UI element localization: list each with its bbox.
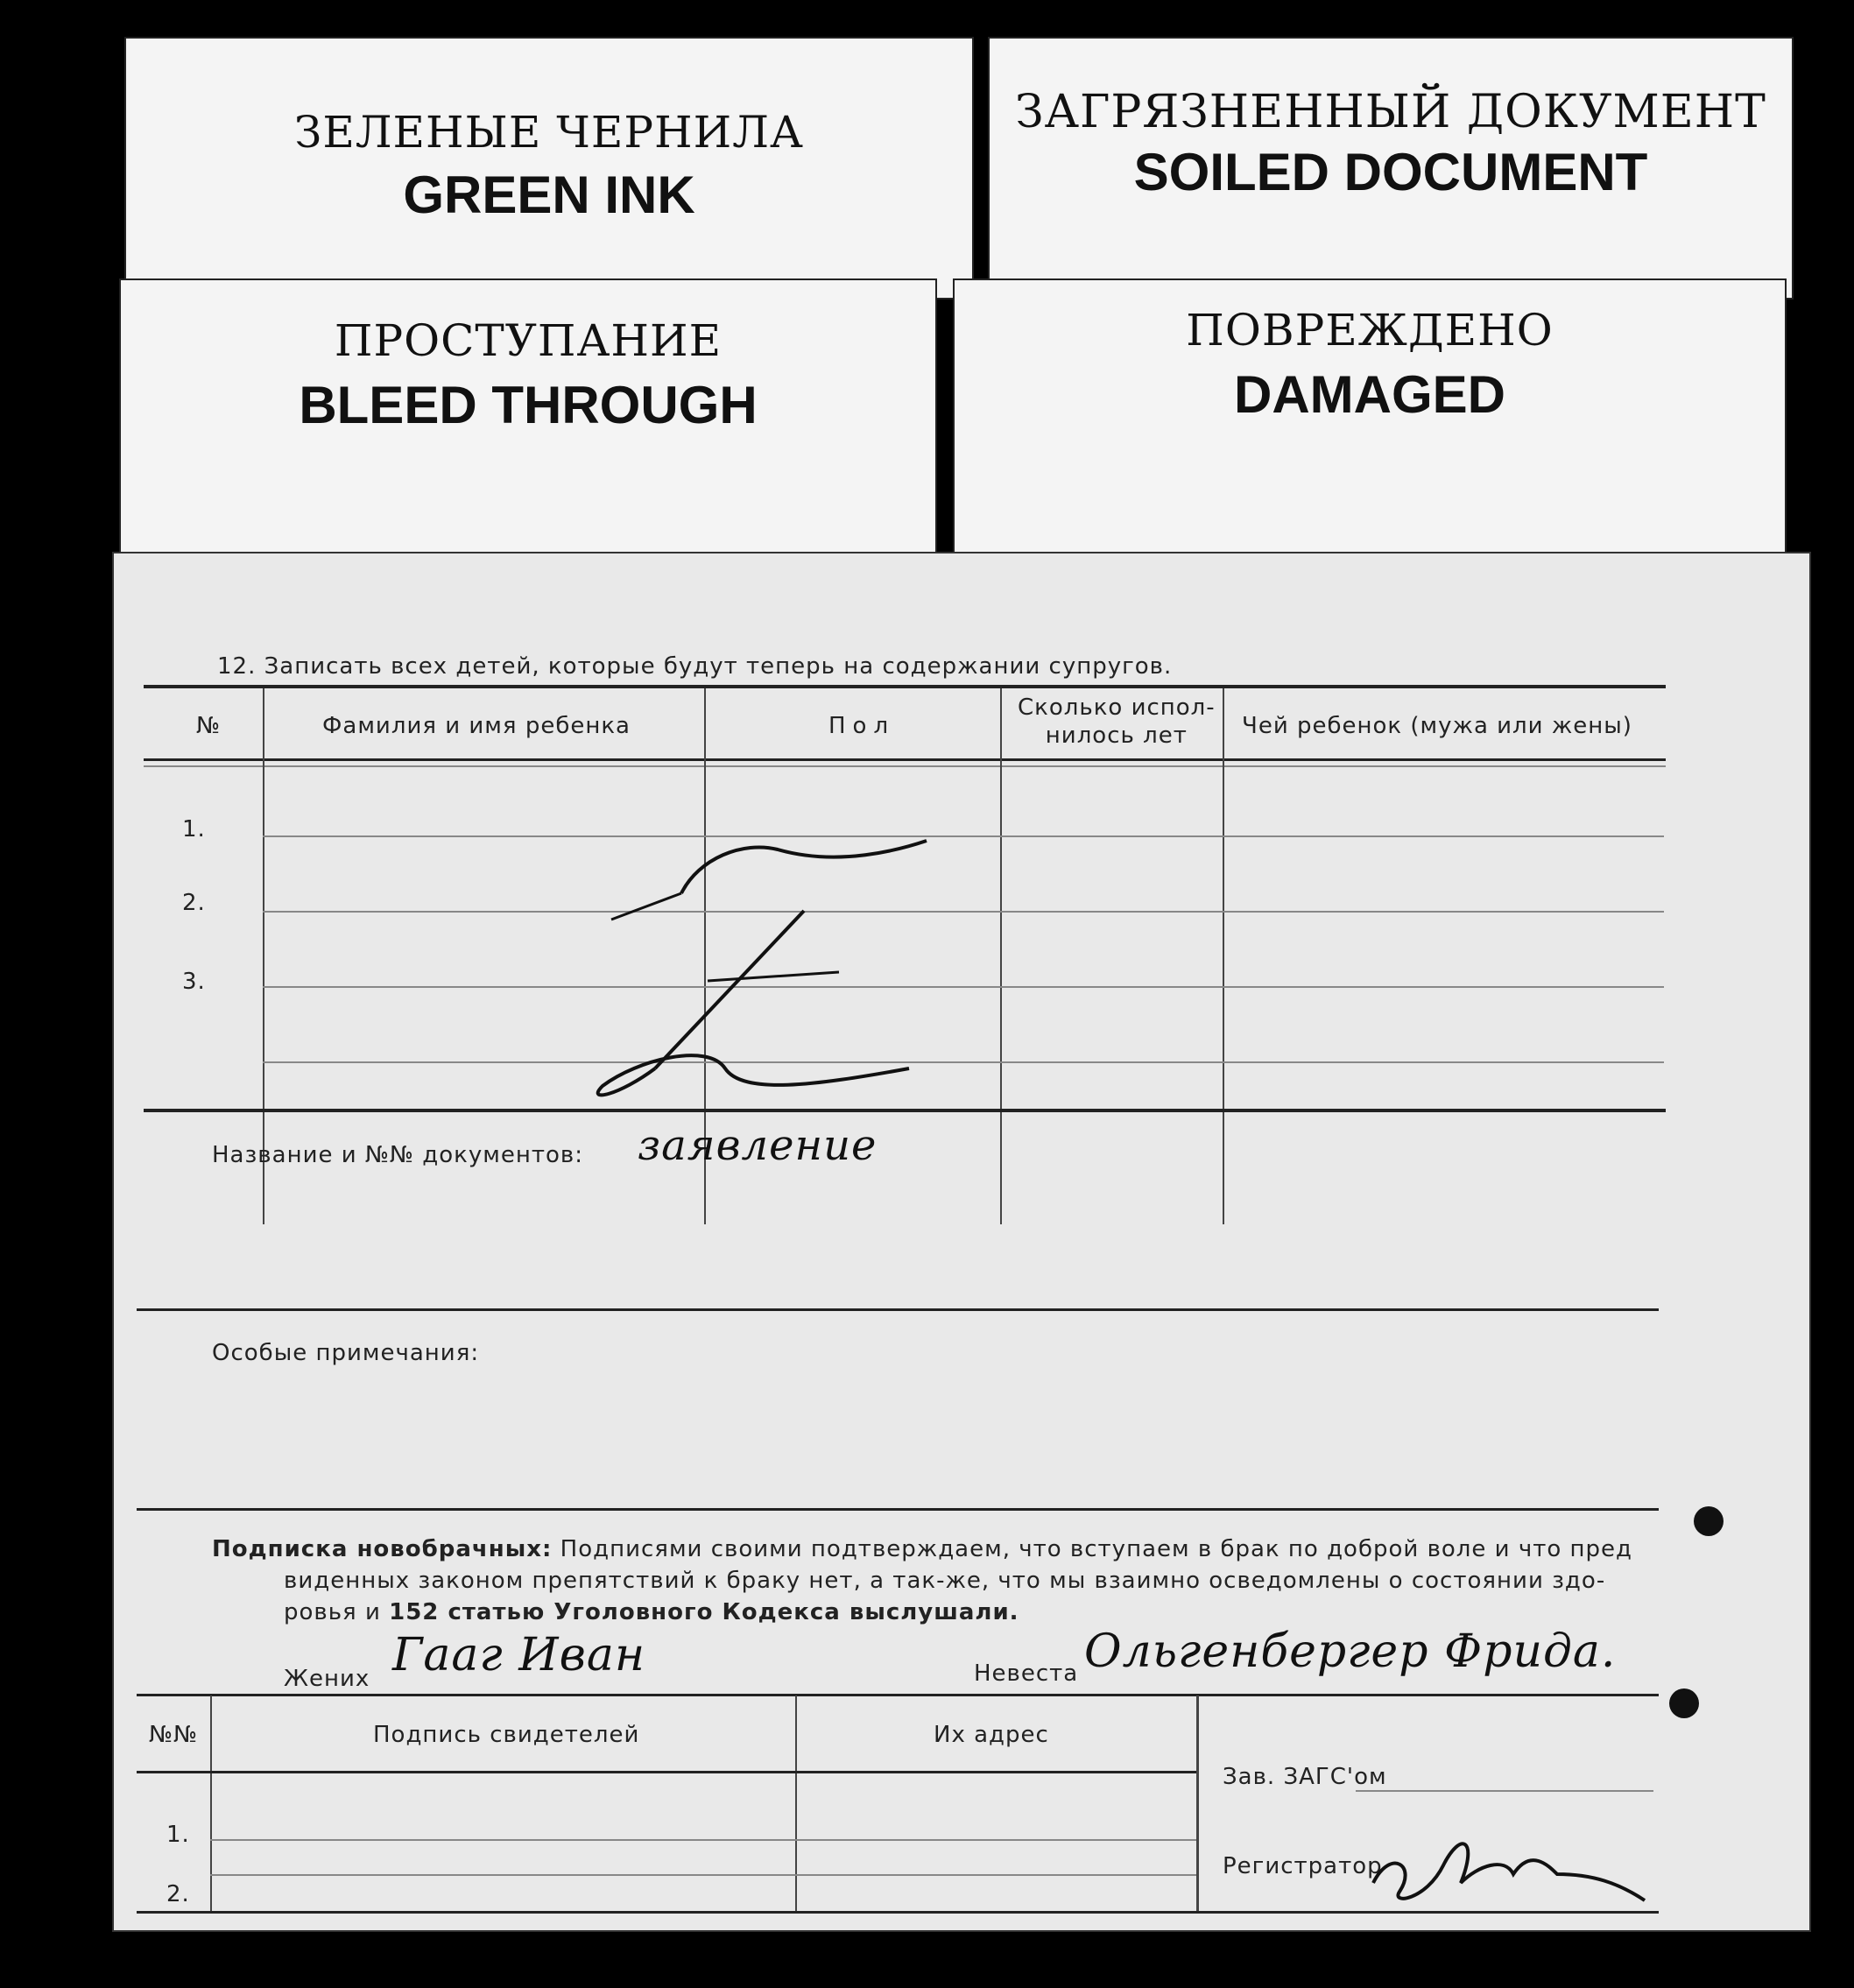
witness-vline-3 bbox=[1196, 1695, 1199, 1913]
soiled-ru: ЗАГРЯЗНЕННЫЙ ДОКУМЕНТ bbox=[1015, 86, 1766, 138]
bleed-through-card bbox=[119, 278, 937, 567]
children-col-sex: Пол bbox=[828, 713, 896, 739]
marriage-record-form bbox=[112, 552, 1811, 1932]
documents-value: заявление bbox=[638, 1121, 878, 1170]
bleed-ru: ПРОСТУПАНИЕ bbox=[334, 315, 723, 366]
children-row-1: 1. bbox=[182, 816, 206, 842]
witness-vline-1 bbox=[210, 1695, 212, 1913]
registrar-signature bbox=[1364, 1813, 1662, 1909]
witness-col-address: Их адрес bbox=[934, 1722, 1049, 1748]
pledge-text-2: виденных законом препятствий к браку нет, а так-же, что мы взаимно осведомлены о состоянии здо- bbox=[284, 1568, 1606, 1594]
signatures-bottom-rule bbox=[137, 1694, 1659, 1696]
registry-head-line bbox=[1356, 1790, 1653, 1792]
remarks-label: Особые примечания: bbox=[212, 1340, 480, 1366]
pledge-heading: Подписка новобрачных: bbox=[212, 1536, 553, 1562]
witness-col-signature: Подпись свидетелей bbox=[373, 1722, 640, 1748]
groom-label: Жених bbox=[284, 1666, 370, 1692]
children-col-whose: Чей ребенок (мужа или жены) bbox=[1242, 713, 1632, 739]
punch-hole-1 bbox=[1694, 1506, 1724, 1536]
children-col-no: № bbox=[196, 713, 222, 739]
damaged-card bbox=[953, 278, 1787, 567]
soiled-document-card bbox=[988, 37, 1794, 300]
pledge-text-3b: 152 статью Уголовного Кодекса выслушали. bbox=[389, 1599, 1019, 1625]
registry-head-label: Зав. ЗАГС'ом bbox=[1223, 1764, 1387, 1790]
children-row-3: 3. bbox=[182, 969, 206, 995]
punch-hole-2 bbox=[1669, 1688, 1699, 1718]
registrar-label: Регистратор bbox=[1223, 1853, 1383, 1879]
green-ink-en: GREEN INK bbox=[403, 166, 695, 224]
children-row-2: 2. bbox=[182, 890, 206, 916]
bride-label: Невеста bbox=[974, 1660, 1079, 1687]
witness-header-rule bbox=[137, 1771, 1196, 1773]
children-header-rule bbox=[144, 758, 1666, 761]
pledge-text-1: Подписями своими подтверждаем, что вступаем в брак по доброй воле и что пред bbox=[560, 1536, 1632, 1562]
children-vline-4 bbox=[1223, 688, 1224, 1224]
documents-bottom-rule bbox=[137, 1308, 1659, 1311]
children-table-top-rule bbox=[144, 685, 1666, 688]
pledge-line-3 bbox=[284, 1599, 1019, 1625]
green-ink-ru: ЗЕЛЕНЫЕ ЧЕРНИЛА bbox=[294, 107, 804, 158]
section12-title: 12. Записать всех детей, которые будут теперь на содержании супругов. bbox=[217, 653, 1173, 680]
green-ink-card bbox=[124, 37, 974, 300]
children-col-age: Сколько испол- нилось лет bbox=[1018, 694, 1216, 749]
children-header-rule-2 bbox=[144, 765, 1666, 767]
witness-row-2: 2. bbox=[166, 1881, 190, 1907]
pledge-text-3a: ровья и bbox=[284, 1599, 390, 1625]
witness-row-rule-1 bbox=[210, 1839, 1196, 1841]
bleed-en: BLEED THROUGH bbox=[299, 376, 758, 434]
witness-row-1: 1. bbox=[166, 1822, 190, 1848]
witness-col-no: №№ bbox=[149, 1722, 199, 1748]
damaged-ru: ПОВРЕЖДЕНО bbox=[1186, 305, 1554, 356]
pledge-line-1 bbox=[212, 1536, 1632, 1562]
damaged-en: DAMAGED bbox=[1234, 365, 1505, 424]
groom-signature: Гааг Иван bbox=[392, 1629, 646, 1681]
bride-signature: Ольгенбергер Фрида. bbox=[1084, 1625, 1617, 1678]
witness-row-rule-2 bbox=[210, 1874, 1196, 1876]
documents-label: Название и №№ документов: bbox=[212, 1142, 583, 1168]
children-col-name: Фамилия и имя ребенка bbox=[322, 713, 631, 739]
remarks-bottom-rule bbox=[137, 1508, 1659, 1511]
soiled-en: SOILED DOCUMENT bbox=[1133, 143, 1648, 201]
form-bottom-rule bbox=[137, 1911, 1659, 1914]
witness-vline-2 bbox=[795, 1695, 797, 1913]
